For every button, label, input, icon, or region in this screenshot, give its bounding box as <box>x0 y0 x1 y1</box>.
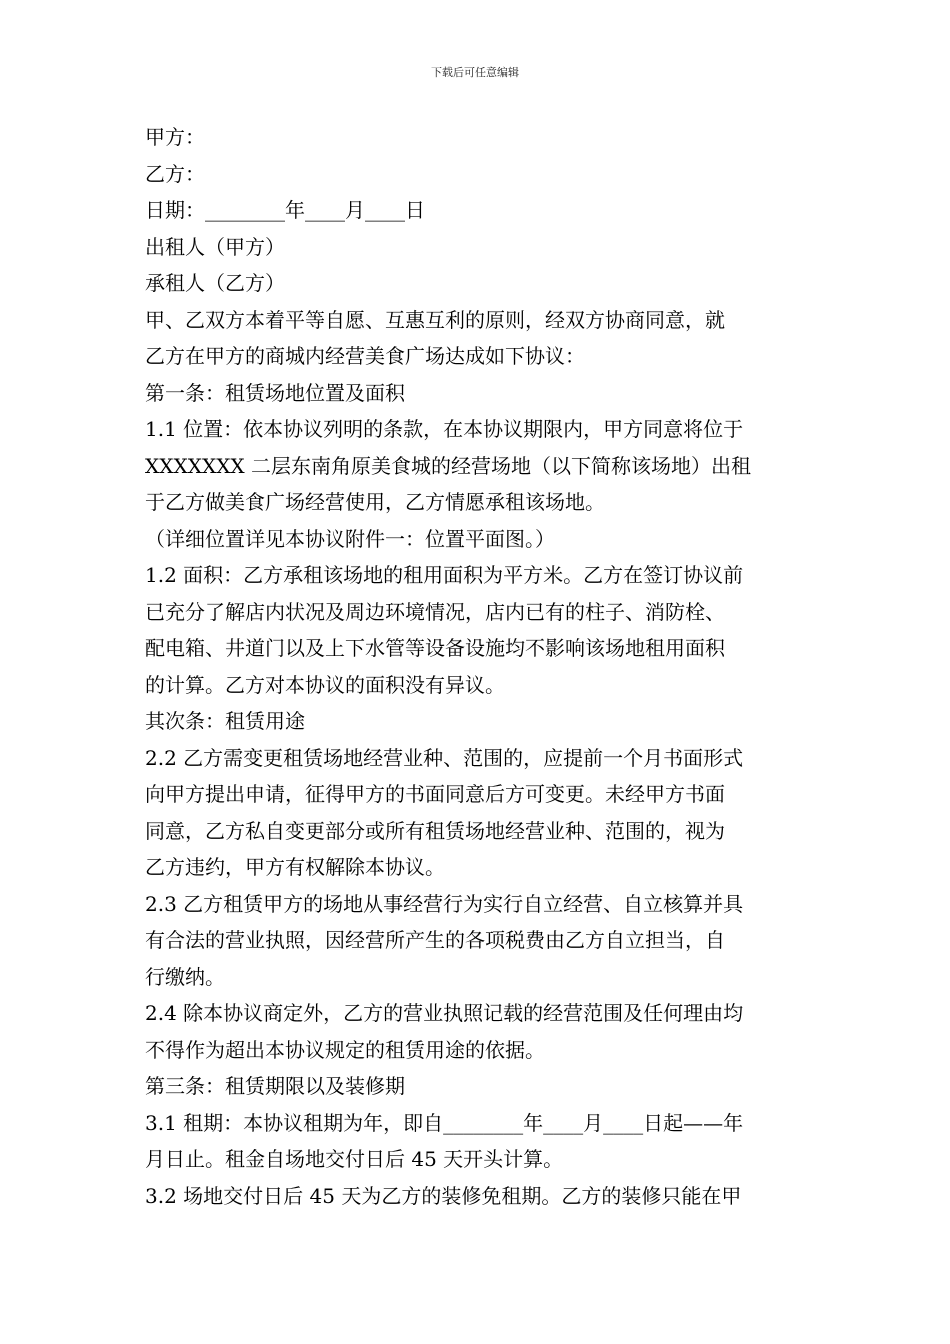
page-header-note: 下载后可任意编辑 <box>431 66 519 79</box>
article-1-heading: 第一条：租赁场地位置及面积 <box>145 380 405 405</box>
clause-1-2-line-2: 已充分了解店内状况及周边环境情况，店内已有的柱子、消防栓、 <box>145 599 725 624</box>
clause-2-3-line-1: 2.3 乙方租赁甲方的场地从事经营行为实行自立经营、自立核算并具 <box>145 891 744 916</box>
document-body <box>145 119 807 1214</box>
clause-2-2-line-3: 同意，乙方私自变更部分或所有租赁场地经营业种、范围的，视为 <box>145 818 725 843</box>
clause-2-2-line-2: 向甲方提出申请，征得甲方的书面同意后方可变更。未经甲方书面 <box>145 782 725 806</box>
clause-3-1-line-1: 3.1 租期：本协议租期为年，即自________年____月____日起——年 <box>145 1110 744 1135</box>
clause-2-2-line-1: 2.2 乙方需变更租赁场地经营业种、范围的，应提前一个月书面形式 <box>145 745 744 770</box>
clause-1-1-note: （详细位置详见本协议附件一：位置平面图。） <box>145 526 555 551</box>
preamble-line-2: 乙方在甲方的商城内经营美食广场达成如下协议： <box>145 344 585 368</box>
clause-1-1-line-2: XXXXXXX 二层东南角原美食城的经营场地（以下简称该场地）出租 <box>145 453 752 478</box>
clause-2-4-line-1: 2.4 除本协议商定外，乙方的营业执照记载的经营范围及任何理由均 <box>145 1001 744 1025</box>
clause-3-1-line-2: 月日止。租金自场地交付日后 45 天开头计算。 <box>145 1147 564 1171</box>
lessor-line: 出租人（甲方） <box>145 234 285 259</box>
clause-1-2-line-3: 配电箱、井道门以及上下水管等设备设施均不影响该场地租用面积 <box>145 636 725 660</box>
clause-1-2-line-4: 的计算。乙方对本协议的面积没有异议。 <box>145 672 505 697</box>
preamble-line-1: 甲、乙双方本着平等自愿、互惠互利的原则，经双方协商同意，就 <box>145 307 725 332</box>
clause-1-2-line-1: 1.2 面积：乙方承租该场地的租用面积为平方米。乙方在签订协议前 <box>145 563 744 587</box>
clause-2-3-line-3: 行缴纳。 <box>145 964 225 989</box>
article-2-heading: 其次条：租赁用途 <box>145 709 305 733</box>
clause-1-1-line-1: 1.1 位置：依本协议列明的条款，在本协议期限内，甲方同意将位于 <box>145 417 744 441</box>
clause-2-4-line-2: 不得作为超出本协议规定的租赁用途的依据。 <box>145 1037 545 1062</box>
clause-1-1-line-3: 于乙方做美食广场经营使用，乙方情愿承租该场地。 <box>145 490 605 514</box>
date-line: 日期：________年____月____日 <box>145 198 425 222</box>
clause-2-3-line-2: 有合法的营业执照，因经营所产生的各项税费由乙方自立担当，自 <box>145 928 725 952</box>
lessee-line: 承租人（乙方） <box>145 271 285 295</box>
party-a-line: 甲方： <box>145 125 205 149</box>
clause-3-2-line-1: 3.2 场地交付日后 45 天为乙方的装修免租期。乙方的装修只能在甲 <box>145 1183 742 1208</box>
article-3-heading: 第三条：租赁期限以及装修期 <box>145 1074 405 1098</box>
clause-2-2-line-4: 乙方违约，甲方有权解除本协议。 <box>145 855 445 879</box>
party-b-line: 乙方： <box>145 161 205 186</box>
